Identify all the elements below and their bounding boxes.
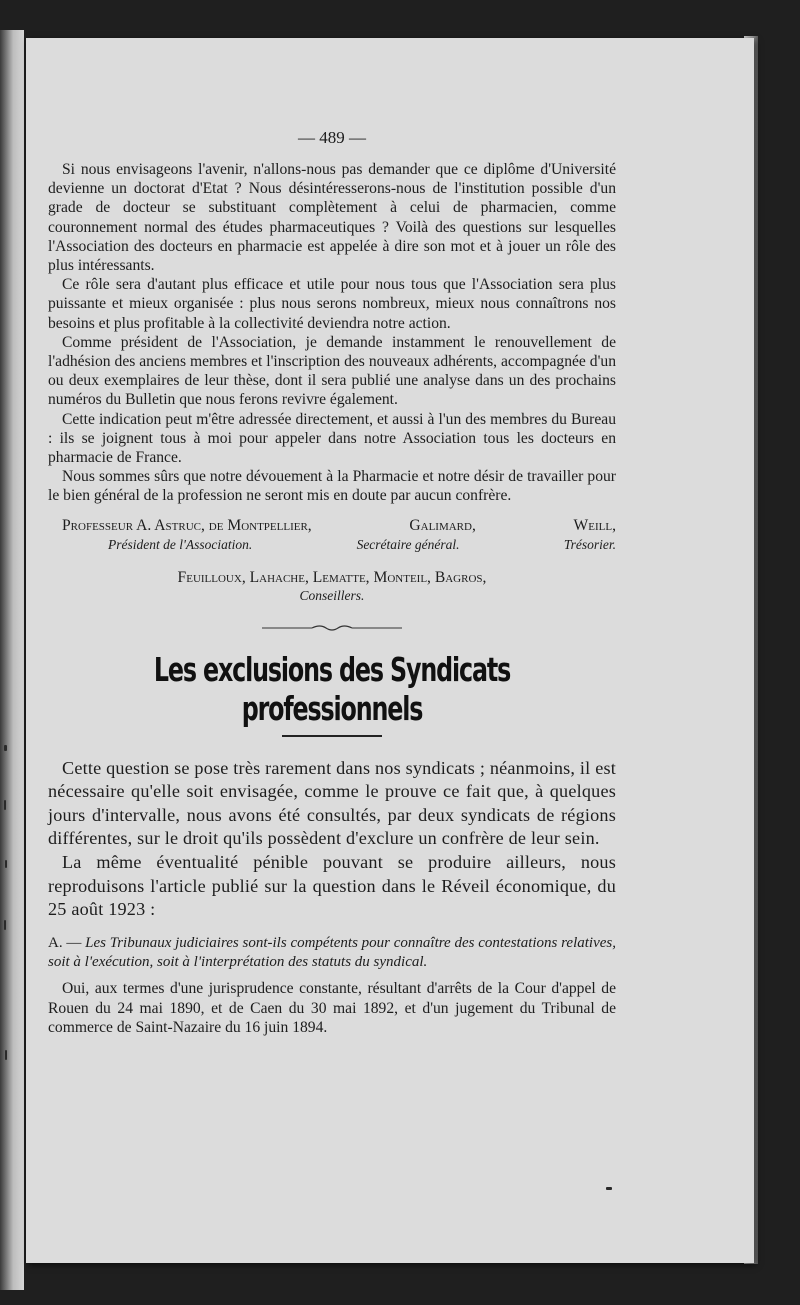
treasurer-name: Weill,: [573, 516, 616, 534]
previous-page-edge: [0, 30, 24, 1290]
president-role: Président de l'Association.: [108, 536, 253, 552]
question-a: [48, 934, 616, 973]
paragraph-1: Si nous envisageons l'avenir, n'allons-nous pas demander que ce diplôme d'Université devienne un doctorat d'Etat ? Nous désintéresserons-nous de l'institution possible d'un grade de docteur se substituant complètement à celui de pharmacien, comme couronnement normal des études pharmaceutiques ? Voilà des questions sur lesquelles l'Association des docteurs en pharmacie est appelée à dire son mot et à jouer un rôle des plus intéressants.: [48, 161, 616, 275]
lead-paragraph-1: Cette question se pose très rarement dans nos syndicats ; néanmoins, il est nécessaire qu'elle soit envisagée, comme le prouve ce fait que, à quelques jours d'intervalle, nous avons été consultés, par deux syndicats de régions différentes, sur le droit qu'ils possèdent d'exclure un confrère de leur sein.: [48, 757, 616, 849]
page-speck: [606, 1187, 612, 1190]
margin-speck: [5, 1050, 7, 1060]
margin-speck: [4, 920, 6, 930]
lead-paragraph-2: La même éventualité pénible pouvant se produire ailleurs, nous reproduisons l'article publié sur la question dans le Réveil économique, du 25 août 1923 :: [48, 852, 616, 920]
council-names: Feuilloux, Lahache, Lematte, Monteil, Bagros,: [177, 568, 487, 586]
signatory-names: [48, 516, 616, 535]
secretary-name: Galimard,: [409, 516, 476, 534]
secretary-role: Secrétaire général.: [356, 536, 460, 552]
treasurer-role: Trésorier.: [563, 536, 616, 552]
signatory-roles: [48, 535, 616, 554]
margin-speck: [4, 745, 7, 751]
paragraph-2: Ce rôle sera d'autant plus efficace et utile pour nous tous que l'Association sera plus puissante et mieux organisée : plus nous serons nombreux, mieux nous connaîtrons nos besoins et plus profitable à la collectivité deviendra notre action.: [48, 276, 616, 332]
title-underline: [282, 735, 382, 737]
president-name: Professeur A. Astruc, de Montpellier,: [62, 516, 312, 534]
margin-speck: [4, 800, 6, 810]
page-content: [48, 128, 616, 1038]
ornament-divider-icon: [262, 623, 402, 633]
margin-speck: [5, 860, 7, 868]
signature-block: [48, 516, 616, 554]
page-number: — 489 —: [298, 128, 366, 147]
council-role: Conseillers.: [299, 587, 365, 603]
answer-paragraph: Oui, aux termes d'une jurisprudence constante, résultant d'arrêts de la Cour d'appel de Rouen du 24 mai 1890, et de Caen du 30 mai 1892, et d'un jugement du Tribunal de commerce de Saint-Nazaire du 16 juin 1894.: [48, 980, 616, 1037]
paragraph-4: Cette indication peut m'être adressée directement, et aussi à l'un des membres du Bureau : ils se joignent tous à moi pour appeler dans notre Association tous les docteurs en pharmacie de France.: [48, 410, 616, 467]
question-text: Les Tribunaux judiciaires sont-ils compétents pour connaître des contestations relatives, soit à l'exécution, soit à l'interprétation des statuts du syndical.: [48, 934, 616, 971]
paragraph-3: Comme président de l'Association, je demande instamment le renouvellement de l'adhésion des anciens membres et l'inscription des nouveaux adhérents, accompagnée d'un ou deux exemplaires de leur thèse, dont il sera publié une analyse dans un des prochains numéros du Bulletin que nous ferons revivre également.: [48, 333, 616, 409]
article-title: Les exclusions des Syndicats professionnels: [153, 649, 511, 728]
question-label: A. —: [48, 934, 82, 951]
paragraph-5: Nous sommes sûrs que notre dévouement à la Pharmacie et notre désir de travailler pour le bien général de la profession ne seront mis en doute par aucun confrère.: [48, 468, 616, 505]
